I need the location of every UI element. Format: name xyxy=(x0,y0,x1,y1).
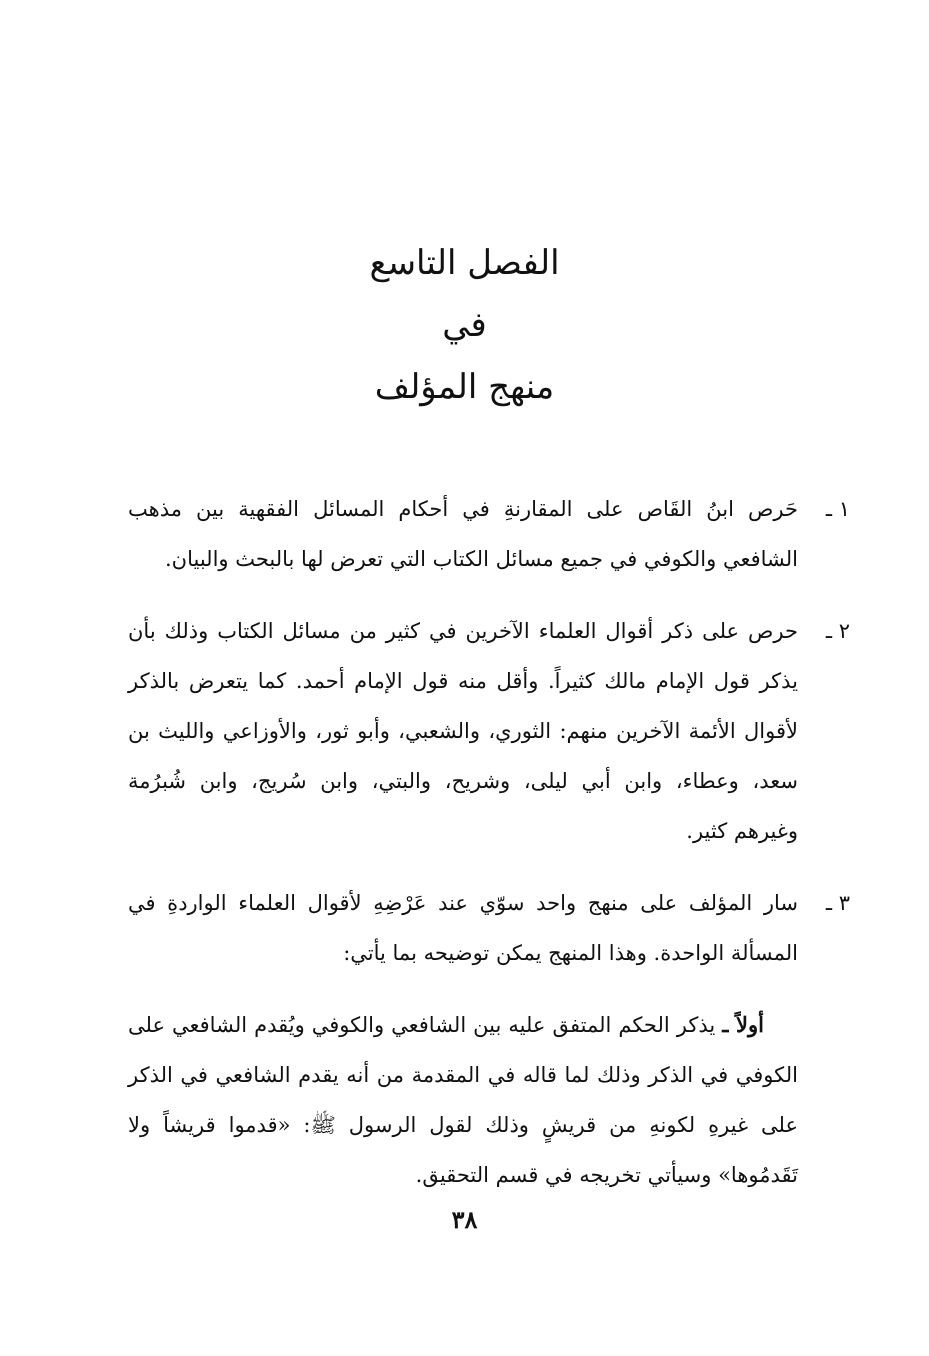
paragraph-lead: أولاً ـ xyxy=(722,1012,764,1037)
item-number: ٣ ـ xyxy=(825,891,850,915)
item-text: سار المؤلف على منهج واحد سوّي عند عَرْضِهِ لأقوال العلماء الواردةِ في المسألة الواحدة. وهذا المنهج يمكن توضيحه بما يأتي: xyxy=(128,891,798,965)
chapter-heading xyxy=(0,232,929,418)
page-number: ٣٨ xyxy=(451,1205,478,1234)
paragraph-body: يذكر الحكم المتفق عليه بين الشافعي والكوفي ويُقدم الشافعي على الكوفي في الذكر وذلك لما قاله في المقدمة من أنه يقدم الشافعي في الذكر على غيرهِ لكونهِ من قريشٍ وذلك لقول الرسول ﷺ: «قدموا قريشاً ولا تَقَدمُوها» وسيأتي تخريجه في قسم التحقيق. xyxy=(128,1013,798,1187)
chapter-title-connector: في xyxy=(442,305,487,345)
item-number: ٢ ـ xyxy=(825,619,850,643)
item-text: حرص على ذكر أقوال العلماء الآخرين في كثير من مسائل الكتاب وذلك بأن يذكر قول الإمام مالك كثيراً. وأقل منه قول الإمام أحمد. كما يتعرض بالذكر لأقوال الأئمة الآخرين منهم: الثوري، والشعبي، وأبو ثور، والأوزاعي والليث بن سعد، وعطاء، وابن أبي ليلى، وشريح، والبتي، وابن سُريج، وابن شُبرُمة وغيرهم كثير. xyxy=(128,619,798,843)
paragraph-first xyxy=(128,1000,798,1200)
chapter-subtitle: منهج المؤلف xyxy=(374,367,555,407)
chapter-title: الفصل التاسع xyxy=(369,243,560,283)
list-item xyxy=(128,878,850,978)
item-text: حَرص ابنُ القَاص على المقارنةِ في أحكام المسائل الفقهية بين مذهب الشافعي والكوفي في جميع مسائل الكتاب التي تعرض لها بالبحث والبيان. xyxy=(128,497,798,571)
item-number: ١ ـ xyxy=(825,497,850,521)
list-item xyxy=(128,606,850,856)
list-item xyxy=(128,484,850,584)
body-text xyxy=(128,484,850,1200)
